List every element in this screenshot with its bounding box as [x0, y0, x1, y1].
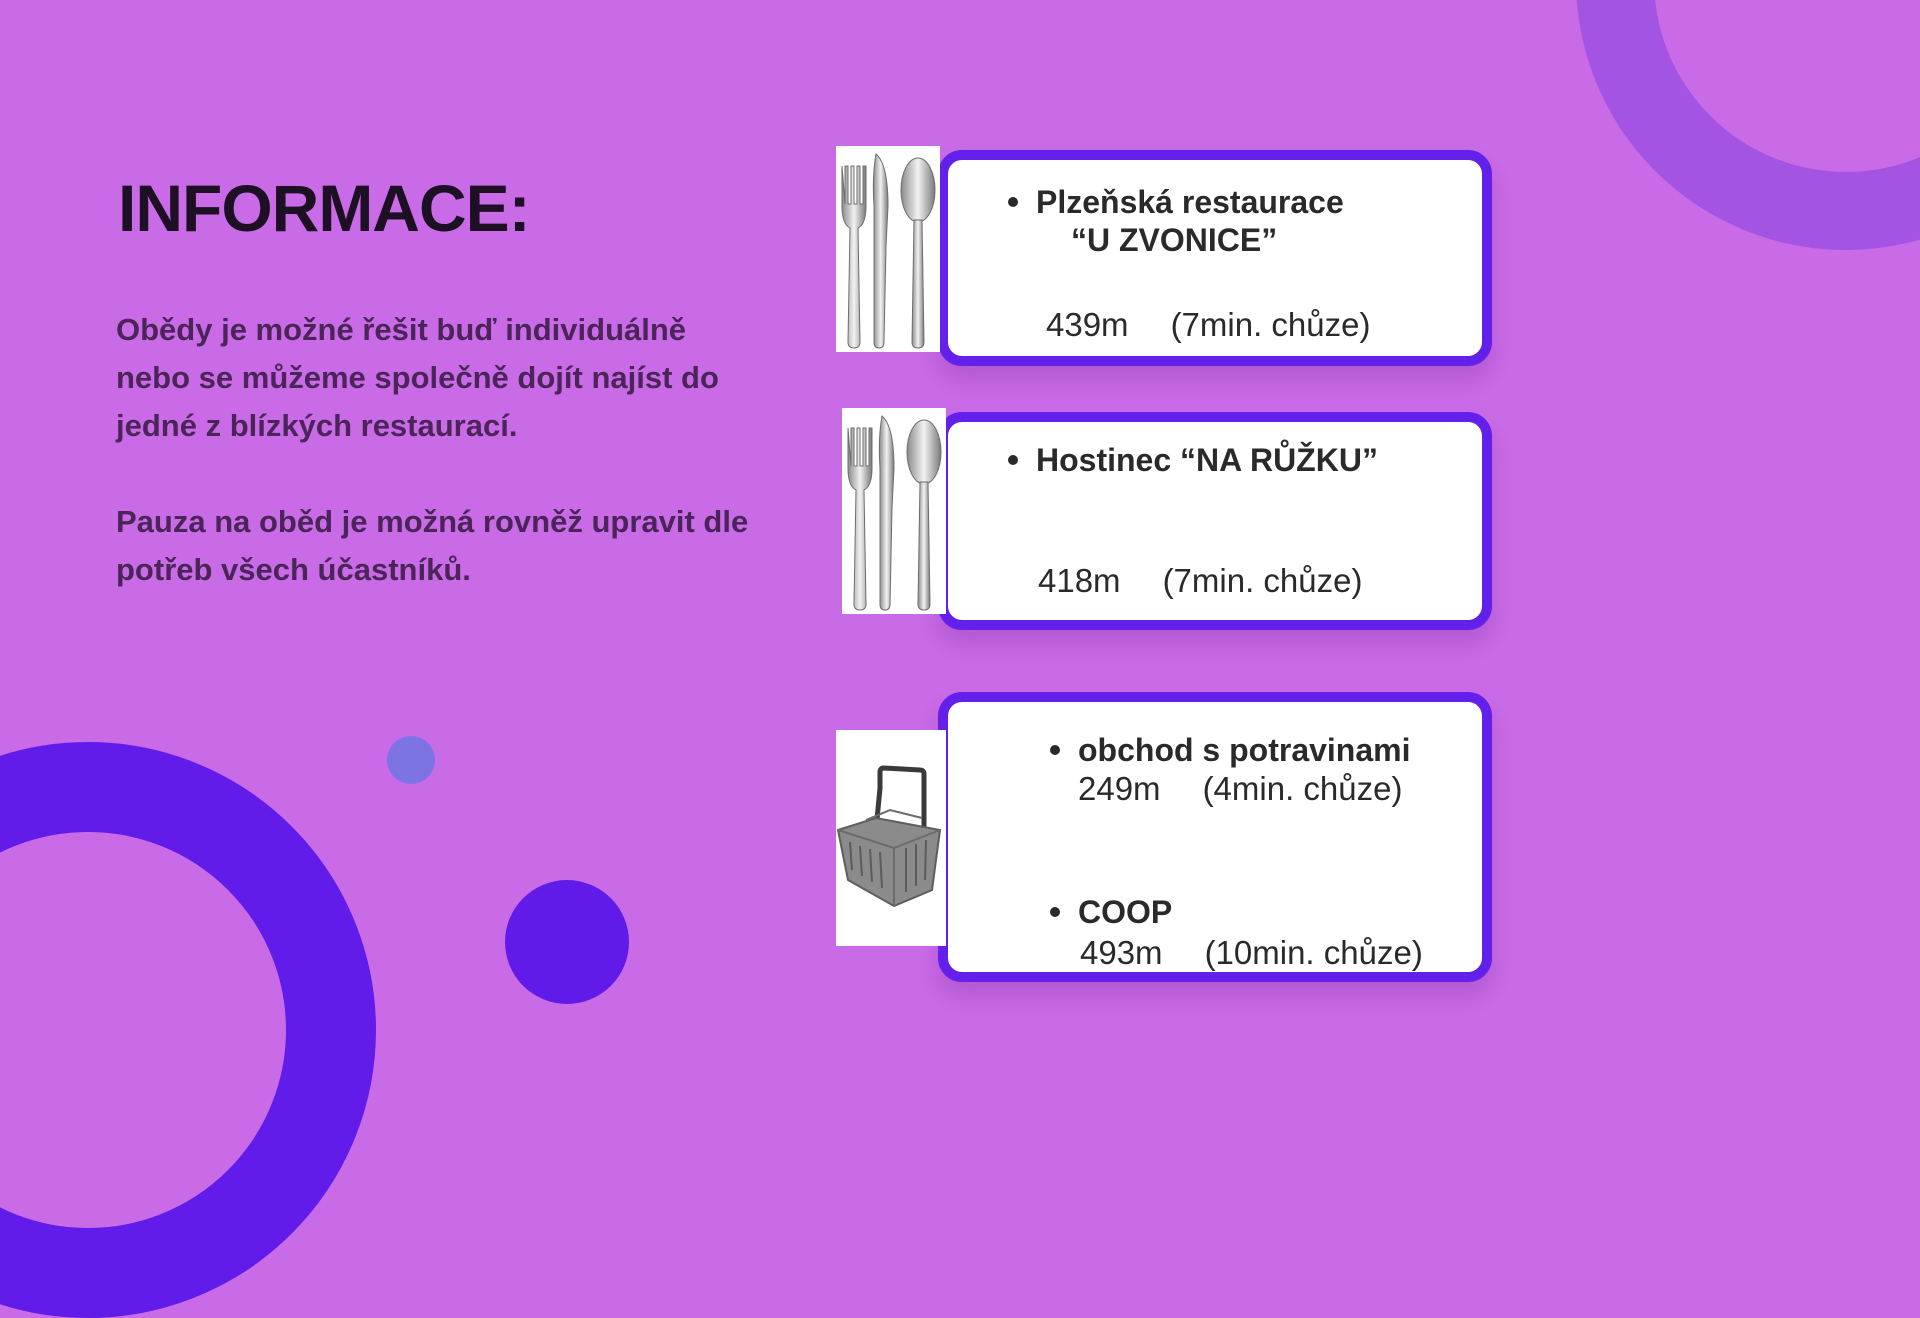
- cutlery-icon: [842, 408, 946, 614]
- place-card-u-zvonice: [938, 150, 1492, 366]
- decor-ring-bottom-left: [0, 742, 376, 1318]
- cutlery-icon: [836, 146, 940, 352]
- place-name: obchod s potravinami: [1050, 730, 1410, 770]
- place-distance: 439m (7min. chůze): [1046, 306, 1371, 343]
- lunch-info-paragraph: Obědy je možné řešit buď individuálně nebo se můžeme společně dojít najíst do jedné z blízkých restaurací.: [116, 312, 719, 443]
- decor-ring-top-right: [1576, 0, 1920, 250]
- place-name: Plzeňská restaurace: [1008, 182, 1344, 222]
- place-distance: 418m (7min. chůze): [1038, 562, 1363, 599]
- shopping-basket-icon: [836, 730, 946, 946]
- place-card-na-ruzku: [938, 412, 1492, 630]
- break-info-paragraph: Pauza na oběd je možná rovněž upravit dle potřeb všech účastníků.: [116, 504, 749, 587]
- place-name-line2: “U ZVONICE”: [1071, 222, 1278, 258]
- place-distance: 249m (4min. chůze): [1078, 770, 1403, 807]
- place-name: COOP: [1050, 892, 1172, 932]
- place-card-shops: [938, 692, 1492, 982]
- place-name: Hostinec “NA RŮŽKU”: [1008, 440, 1378, 480]
- decor-dot-large: [505, 880, 629, 1004]
- decor-dot-small: [387, 736, 435, 784]
- place-distance: 493m (10min. chůze): [1080, 934, 1423, 971]
- page-title: INFORMACE:: [118, 171, 530, 245]
